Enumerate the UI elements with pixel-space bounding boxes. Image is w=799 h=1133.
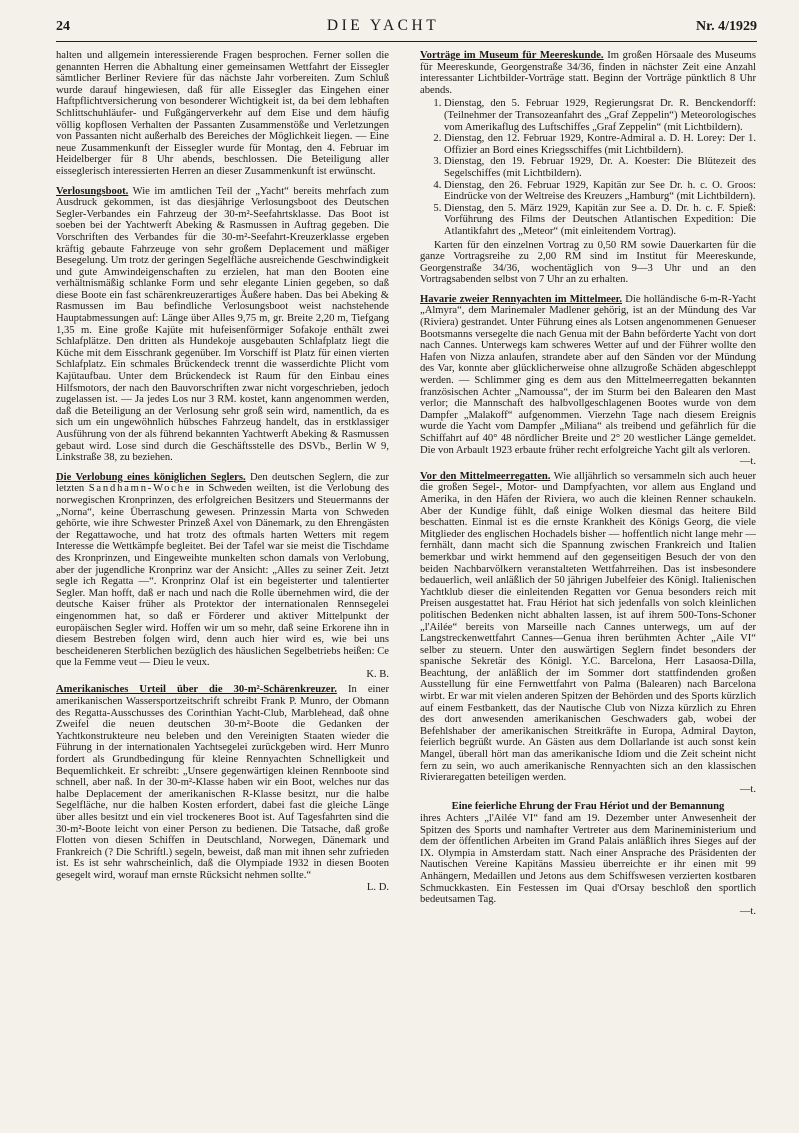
list-item: 1. Dienstag, den 5. Februar 1929, Regierungsrat Dr. R. Benckendorff: (Teilnehmer der Transozeanfahrt des „Graf Zeppelin“) Meteorologisches vom Amerikaflug des Luftschiffes „Graf Zeppelin“ (mit Lichtbildern).	[444, 98, 756, 133]
article-body: In einer amerikanischen Wassersportzeitschrift schreibt Frank P. Munro, der Obmann des Regatta-Ausschusses des Corinthian Yacht-Club, Marblehead, daß ohne Zweifel die neuen deutschen 30-m²-Boote die Gedanken der Yachtkonstrukteure neu beleben und den Vereinigten Staaten wieder die Führung in der internationalen Yachtsegelei zurückgeben wird. Herr Munro fordert als Grundbedingung für kleine Rennyachten Schnelligkeit und Bequemlichkeit. Er schreibt: „Unsere gegenwärtigen kleinen Rennboote sind schnell, aber naß. In der 30-m²-Klasse haben wir ein Boot, welches nur das halbe Deplacement der amerikanischen R-Klasse besitzt, nur die halbe Segelfläche, nur die halben Kosten erfordert, dabei fast die gleiche Länge über alles besitzt und ein viel trockeneres Boot ist. Auf Tagesfahrten sind die 30-m²-Boote leicht von einer Person zu bedienen. Die Tatsache, daß große Flotten von diesen Schiffen in Deutschland, Norwegen, Dänemark und Frankreich (? Die Schriftl.) segeln, beweist, daß man mit ihnen sehr zufrieden ist. Es ist sehr wahrscheinlich, daß die Olympiade 1932 in diesen Booten gesegelt wird, worauf man ernste Rücksicht nehmen sollte.“	[56, 684, 389, 881]
article-heading: Vorträge im Museum für Meereskunde.	[420, 50, 604, 61]
article-heading: Vor den Mittelmeerregatten.	[420, 470, 551, 482]
left-column	[56, 50, 389, 893]
article-heading: Amerikanisches Urteil über die 30-m²-Schärenkreuzer.	[56, 684, 337, 696]
author-signature: —t.	[739, 905, 756, 917]
list-item: 5. Dienstag, den 5. März 1929, Kapitän zur See a. D. Dr. h. c. F. Spieß: Vorführung des Films der Deutschen Atlantischen Expedition: Die Atlantikfahrt des „Meteor“ (mit einleitendem Vortrag).	[444, 203, 756, 238]
article-heading: Verlosungsboot.	[56, 185, 129, 197]
author-signature: K. B.	[366, 668, 389, 680]
header-rule	[56, 41, 757, 42]
article-body: Karten für den einzelnen Vortrag zu 0,50 RM sowie Dauerkarten für die ganze Vortragsreihe zu 2,00 RM sind im Institut für Meereskunde, Georgenstraße 34/36, wochentäglich von 9—3 Uhr und an den Vortragsabenden selbst von 7 Uhr an zu erhalten.	[420, 239, 756, 286]
list-item: 4. Dienstag, den 26. Februar 1929, Kapitän zur See Dr. h. c. O. Groos: Eindrücke von der Weltreise des Kreuzers „Hamburg“ (mit Lichtbildern).	[444, 180, 756, 203]
lecture-list	[420, 98, 756, 237]
intro-paragraph: halten und allgemein interessierende Fragen besprochen. Ferner sollen die genannten Herren die Abhaltung einer gemeinsamen Wettfahrt der Eissegler sämtlicher Berliner Reviere für das nächste Jahr vorbereiten. Zum Schluß wurde darauf hingewiesen, daß für alle Eissegler das Eingehen einer Haftpflichtversicherung von besonderer Wichtigkeit ist, da bei dem lebhaften Schlittschuhläufer- und Fußgängerverkehr auf dem Eise und dem häufig völlig kopflosen Verhalten der Passanten Zusammenstöße und Verletzungen von Passanten nicht außerhalb des Bereiches der Möglichkeit liegen. — Eine neue Zusammenkunft der Eissegler wurde für Montag, den 4. Februar im Heidelberger für 8 Uhr abends, beschlossen. Die Beteiligung aller eisseglerisch interessierten Herren an dieser Zusammenkunft ist erwünscht.	[56, 50, 389, 177]
list-item: 2. Dienstag, den 12. Februar 1929, Kontre-Admiral a. D. H. Lorey: Der 1. Offizier an Bord eines Kriegsschiffes (mit Lichtbildern).	[444, 133, 756, 156]
page-number: 24	[56, 19, 70, 34]
article-body: Den deutschen Seglern, die zur letzten	[56, 471, 389, 495]
page-header	[56, 17, 757, 39]
author-signature: —t.	[739, 456, 756, 468]
article-body: Im großen Hörsaale des Museums für Meereskunde, Georgenstraße 34/36, finden in nächster Zeit eine Anzahl interessanter Lichtbilder-Vorträge statt. Beginn der Vorträge pünktlich 8 Uhr abends.	[420, 50, 756, 96]
article-body: ihres Achters „l'Ailée VI“ fand am 19. Dezember unter Anwesenheit der Spitzen des Sports und namhafter Vertreter aus dem Marineministerium und dem der öffentlichen Arbeiten im Grand Palais anläßlich ihres Sieges auf der IX. Olympia in Amsterdam statt. Nach einer Ansprache des Präsidenten der Nautischen Vereine Kapitäns Massieu überreichte er ihr einen mit 99 Anhängern, Medaillen und Jetons aus dem Schiffswesen verzierten kostbaren Schmuckkasten. Ein Festessen im Quai d'Orsay beschloß den sportlich bedeutsamen Tag.	[420, 813, 756, 906]
article-body: in Schweden weilten, ist die Verlobung des norwegischen Kronprinzen, des erfolgreichen Besitzers und Steuermanns der „Norna“, keine Überraschung gewesen. Prinzessin Marta von Schweden gehörte, wie ihre Schwester Prinzeß Axel von Dänemark, zu den Ehrengästen der Regattawoche, und hat trotz des oftmals harten Wetters mit regem Interesse die Wettkämpfe begleitet. Bei der Tafel war sie meist die Tischdame des Kronprinzen, und Eingeweihte munkelten schon damals von Verlobung, aber der jugendliche Kronprinz war der Ansicht: „Alles zu seiner Zeit. Jetzt segle ich Regatta —“. Kronprinz Olaf ist ein begeisterter und talentierter Segler. Man hofft, daß er nach und nach die Rolle übernehmen wird, die der deutsche Kaiser früher als Protektor der internationalen Rennsegelei eingenommen hat, so daß er Förderer und aktiver Mittelpunkt der europäischen Segler wird. Hoffen wir um so mehr, daß seine Erkorene ihn in diesem Bestreben folgen wird, denn auch hier wird es, wie bei uns bescheideneren Sterblichen bezüglich des häuslichen Segelbetriebs heißen: Ce que la Femme veut — Dieu le veux.	[56, 483, 389, 669]
masthead: DIE YACHT	[326, 17, 440, 34]
author-signature: —t.	[739, 783, 756, 795]
issue-number: Nr. 4/1929	[696, 19, 757, 34]
article-body: Wie im amtlichen Teil der „Yacht“ bereits mehrfach zum Ausdruck gekommen, ist das diesjährige Verlosungsboot des Deutschen Segler-Verbandes ein Fahrzeug der 30-m²-Seefahrtsklasse. Das Boot ist soeben bei der Yachtwerft Abeking & Rasmussen in Auftrag gegeben. Die Vorschriften des Verbandes für die 30-m²-Seefahrt-Kreuzerklasse ergeben kräftig gebaute Fahrzeuge von sehr großem Deplacement und mäßiger Besegelung. Um trotz der geringen Segelfläche ausreichende Geschwindigkeit und gute Amwindeigenschaften zu erzielen, hat man den Booten eine verhältnismäßig schlanke Form und sehr elegante Linien gegeben, so daß diese Boote ein fast schärenkreuzerartiges Äußere haben. Das bei Abeking & Rasmussen im Bau befindliche Verlosungsboot weist nachstehende Hauptabmessungen auf: Länge über Alles 9,75 m, gr. Breite 2,20 m, Tiefgang 1,35 m. Eine große Kajüte mit hufeisenförmiger Sofakoje enthält zwei Schlafplätze. Den dritten als Hundekoje ausgebauten Schlafplatz liegt die Küche mit dem Eisschrank gegenüber. Im Vorschiff ist Platz für einen vierten Schlafplatz. Ein schmales Brückendeck trennt die wasserdichte Plicht vom Kajütaufbau. Unter dem Brückendeck ist Raum für den Einbau eines Hilfsmotors, der nach den Bauvorschriften zwar nicht vorgeschrieben, jedoch zugelassen ist. — Ja jedes Los nur 3 RM. kostet, kann angenommen werden, daß die Beteiligung an der Verlosung sehr groß sein wird, namentlich, da es sich um ein ungewöhnlich hübsches Fahrzeug handelt, das in erstklassiger Ausführung von der als führend bekannten Yachtwerft Abeking & Rasmussen gebaut wird. Lose sind durch die Geschäftsstelle des DSVb., Berlin W 9, Linkstraße 38, zu beziehen.	[56, 185, 389, 464]
article-heading: Die Verlobung eines königlichen Seglers.	[56, 471, 246, 483]
list-item: 3. Dienstag, den 19. Februar 1929, Dr. A. Koester: Die Blütezeit des Segelschiffes (mit Lichtbildern).	[444, 156, 756, 179]
article-body: Die holländische 6-m-R-Yacht „Almyra“, dem Marinemaler Madlener gehörig, ist an der Mündung des Var (Riviera) gestrandet. Unter Führung eines als Lotsen angenommenen Genueser Bootsmanns versegelte die nach Genua mit der Bahn beförderte Yacht von dort nach Cannes. Unterwegs kam schweres Wetter auf und der Führer wollte den Hafen von Nizza anlaufen, strandete aber auf den Sänden vor der Mündung des Var, konnte aber glücklicherweise ohne allzugroße Schäden abgeschleppt werden. — Schlimmer ging es dem aus den Mittelmeerregatten bekannten französischen Achter „Namoussa“, der im Sturm bei den Balearen den Mast verlor; die Mannschaft des halbvollgeschlagenen Bootes wurde von dem Dampfer „Malakoff“ aufgenommen. Vierzehn Tage nach diesem Ereignis wurde die Yacht vom Dampfer „Miliana“ als treibend und gefährlich für die Schiffahrt auf 40° 48 nördlicher Breite und 2° 20 westlicher Länge gemeldet. Die von Arbault 1923 erbaute früher recht erfolgreiche Yacht gilt als verloren.	[420, 293, 756, 456]
article-body: Wie alljährlich so versammeln sich auch heuer die großen Segel-, Motor- und Dampfyachten, vor allem aus England und Amerika, in den Häfen der Riviera, wo auch die kleinen Renner schaukeln. Aber der Kundige fühlt, daß einige Wolken diesmal das heitere Bild beschatten. Einmal ist es die ernste Krankheit des Königs Georg, die viele Mitglieder des englischen Hochadels bisher — hoffentlich nicht lange mehr — fernhält, dann macht sich die Spannung zwischen Frankreich und Italien bemerkbar und wirkt hemmend auf den gegenseitigen Besuch der von den beiden Nachbarvölkern veranstalteten Wettfahrreihen. Das ist insbesondere bedauerlich, weil anläßlich der 50 jährigen Jubelfeier des Königl. Italienischen Yachtklub dieser die einleitenden Regatten vor Genua besonders reich mit Preisen ausgestattet hat. Frau Hériot hat sich jedenfalls von solch kleinlichen politischen Bedenken nicht abhalten lassen, ist auf ihrem 500-Tons-Schoner „l'Ailée“ bereits von Marseille nach Cannes unterwegs, um auf der Langstreckenwettfahrt Cannes—Genua ihren berühmten Achter „Aile VI“ selber zu steuern. Unter den auswärtigen Seglern findet besonders der spanische Sekretär des Königl. Y.C. Barcelona, Herr Lasaosa-Dilla, Beachtung, der anläßlich der im Sommer dort stattfindenden großen Ausstellung für eine Fernwettfahrt von Palma (Balearen) nach Barcelona wirbt. Er war mit vielen anderen Spitzen der Behörden und des Sports kürzlich auf einem Festbankett, das der Nautische Club von Nizza kürzlich zu Ehren des dort anwesenden amerikanischen Geschwaders gab, wobei der Befehlshaber der amerikanischen Streitkräfte in Europa, Admiral Dayton, feierlich begrüßt wurde. An Gästen aus dem Dollarlande ist auch sonst kein Mangel, überall hört man das amerikanische Idiom und die Zeit scheint nicht fern zu sein, wo auch amerikanische Rennyachten sich an den klassischen Rivieraregatten beteiligen werden.	[420, 470, 756, 784]
spaced-text: Sandhamn-Woche	[88, 483, 192, 495]
article-heading: Havarie zweier Rennyachten im Mittelmeer.	[420, 293, 623, 305]
right-column	[420, 50, 756, 917]
author-signature: L. D.	[366, 881, 389, 893]
article-heading: Eine feierliche Ehrung der Frau Hériot und der Bemannung	[451, 801, 725, 813]
